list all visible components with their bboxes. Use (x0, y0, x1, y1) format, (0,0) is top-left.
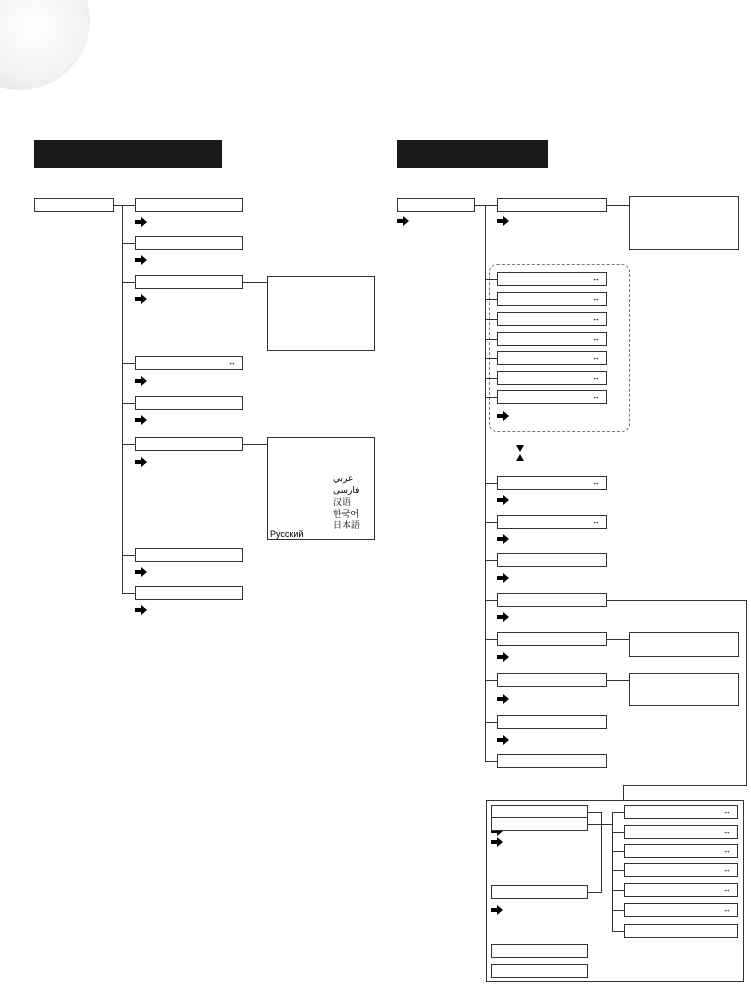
right-options-panel (629, 632, 739, 657)
connector-line (243, 282, 267, 283)
connector-line (114, 205, 122, 206)
triangle-up-icon (516, 454, 524, 461)
connector-line (612, 812, 613, 932)
left-right-arrow-icon: ↔ (723, 905, 731, 914)
right-options-panel (629, 196, 739, 250)
left-right-arrow-icon: ↔ (592, 294, 600, 303)
left-menu-item[interactable] (135, 198, 243, 212)
submenu-item[interactable] (491, 944, 588, 958)
left-right-arrow-icon: ↔ (592, 274, 600, 283)
connector-line (243, 444, 267, 445)
connector-line (122, 282, 135, 283)
connector-line (475, 205, 485, 206)
connector-line (122, 444, 135, 445)
right-menu-item[interactable] (497, 553, 607, 567)
connector-line (485, 680, 497, 681)
connector-line (122, 593, 135, 594)
connector-line (612, 890, 624, 891)
connector-line (588, 812, 601, 813)
left-options-panel (267, 276, 375, 351)
language-farsi[interactable]: فارسی (333, 485, 360, 495)
connector-line (607, 600, 747, 601)
language-russian[interactable]: Русский (270, 529, 304, 539)
right-adjust-item[interactable] (497, 390, 607, 404)
right-arrow-icon (497, 612, 509, 622)
right-adjust-item[interactable] (497, 351, 607, 365)
submenu-adjust-item[interactable] (624, 903, 738, 917)
right-menu-item[interactable] (497, 632, 607, 646)
connector-line (122, 205, 123, 594)
left-adjust-item[interactable] (135, 356, 243, 370)
connector-line (485, 600, 497, 601)
connector-line (485, 761, 497, 762)
left-menu-item[interactable] (135, 586, 243, 600)
connector-line (612, 851, 624, 852)
left-root-menu-box[interactable] (34, 198, 114, 212)
right-arrow-icon (497, 694, 509, 704)
left-right-arrow-icon: ↔ (592, 314, 600, 323)
connector-line (588, 824, 612, 825)
connector-line (485, 522, 497, 523)
connector-line (746, 600, 747, 786)
submenu-item[interactable] (491, 964, 588, 978)
language-japanese[interactable]: 日本語 (333, 520, 361, 530)
left-section-header (34, 140, 222, 168)
right-arrow-icon (135, 255, 147, 265)
right-arrow-icon (135, 457, 147, 467)
right-adjust-item[interactable] (497, 332, 607, 346)
right-arrow-icon (497, 216, 509, 226)
left-language-item[interactable] (135, 437, 243, 451)
right-arrow-icon (135, 217, 147, 227)
connector-line (122, 555, 135, 556)
connector-line (122, 363, 135, 364)
left-right-arrow-icon: ↔ (228, 358, 236, 367)
connector-line (485, 205, 497, 206)
right-options-panel (629, 673, 739, 706)
connector-line (623, 785, 747, 786)
left-right-arrow-icon: ↔ (592, 392, 600, 401)
connector-line (612, 870, 624, 871)
left-right-arrow-icon: ↔ (723, 865, 731, 874)
left-right-arrow-icon: ↔ (723, 827, 731, 836)
left-right-arrow-icon: ↔ (592, 373, 600, 382)
right-arrow-icon (497, 652, 509, 662)
connector-line (612, 812, 624, 813)
triangle-down-icon (516, 445, 524, 452)
right-menu-item[interactable] (497, 198, 607, 212)
right-arrow-icon (497, 573, 509, 583)
right-arrow-icon (491, 837, 503, 847)
connector-line (485, 722, 497, 723)
connector-line (485, 299, 497, 300)
connector-line (607, 680, 629, 681)
submenu-item[interactable] (624, 924, 738, 938)
submenu-item[interactable] (491, 885, 588, 899)
corner-decoration (0, 0, 90, 90)
right-root-menu-box[interactable] (397, 198, 475, 212)
right-menu-item-expandable[interactable] (497, 593, 607, 607)
left-right-arrow-icon: ↔ (592, 353, 600, 362)
connector-line (122, 403, 135, 404)
right-menu-item[interactable] (497, 754, 607, 768)
left-right-arrow-icon: ↔ (723, 885, 731, 894)
right-arrow-icon (135, 376, 147, 386)
language-panel (267, 437, 375, 540)
connector-line (485, 639, 497, 640)
submenu-item[interactable] (491, 817, 588, 831)
connector-line (485, 279, 497, 280)
adjustment-group-outline (489, 264, 630, 432)
connector-line (485, 378, 497, 379)
left-menu-item[interactable] (135, 275, 243, 289)
connector-line (623, 785, 624, 800)
connector-line (485, 358, 497, 359)
right-arrow-icon (497, 534, 509, 544)
submenu-adjust-item[interactable] (624, 805, 738, 819)
right-adjust-item[interactable] (497, 476, 607, 490)
right-arrow-icon (135, 567, 147, 577)
connector-line (612, 910, 624, 911)
connector-line (122, 205, 135, 206)
right-section-header (397, 140, 548, 168)
right-arrow-icon (497, 735, 509, 745)
language-arabic[interactable]: عربي (333, 473, 354, 483)
connector-line (588, 892, 601, 893)
left-right-arrow-icon: ↔ (592, 517, 600, 526)
right-arrow-icon (397, 216, 409, 226)
left-menu-item[interactable] (135, 236, 243, 250)
language-chinese[interactable]: 汉语 (333, 497, 352, 507)
right-menu-item[interactable] (497, 673, 607, 687)
submenu-adjust-item[interactable] (624, 825, 738, 839)
right-arrow-icon (135, 605, 147, 615)
right-adjust-item[interactable] (497, 371, 607, 385)
left-menu-item[interactable] (135, 396, 243, 410)
connector-line (607, 205, 629, 206)
right-adjust-item[interactable] (497, 312, 607, 326)
right-adjust-item[interactable] (497, 515, 607, 529)
submenu-adjust-item[interactable] (624, 863, 738, 877)
left-menu-item[interactable] (135, 548, 243, 562)
connector-line (122, 243, 135, 244)
left-right-arrow-icon: ↔ (592, 478, 600, 487)
submenu-adjust-item[interactable] (624, 844, 738, 858)
connector-line (485, 560, 497, 561)
right-arrow-icon (135, 415, 147, 425)
right-arrow-icon (135, 294, 147, 304)
left-right-arrow-icon: ↔ (592, 334, 600, 343)
language-korean[interactable]: 한국어 (333, 509, 360, 519)
left-right-arrow-icon: ↔ (723, 807, 731, 816)
submenu-adjust-item[interactable] (624, 883, 738, 897)
right-arrow-icon (497, 411, 509, 421)
connector-line (485, 397, 497, 398)
connector-line (485, 339, 497, 340)
right-arrow-icon (491, 905, 503, 915)
right-menu-item[interactable] (497, 715, 607, 729)
left-right-arrow-icon: ↔ (723, 846, 731, 855)
connector-line (607, 639, 629, 640)
right-adjust-item[interactable] (497, 292, 607, 306)
connector-line (485, 319, 497, 320)
connector-line (612, 931, 624, 932)
right-adjust-item[interactable] (497, 272, 607, 286)
right-arrow-icon (497, 495, 509, 505)
connector-line (612, 832, 624, 833)
connector-line (485, 483, 497, 484)
